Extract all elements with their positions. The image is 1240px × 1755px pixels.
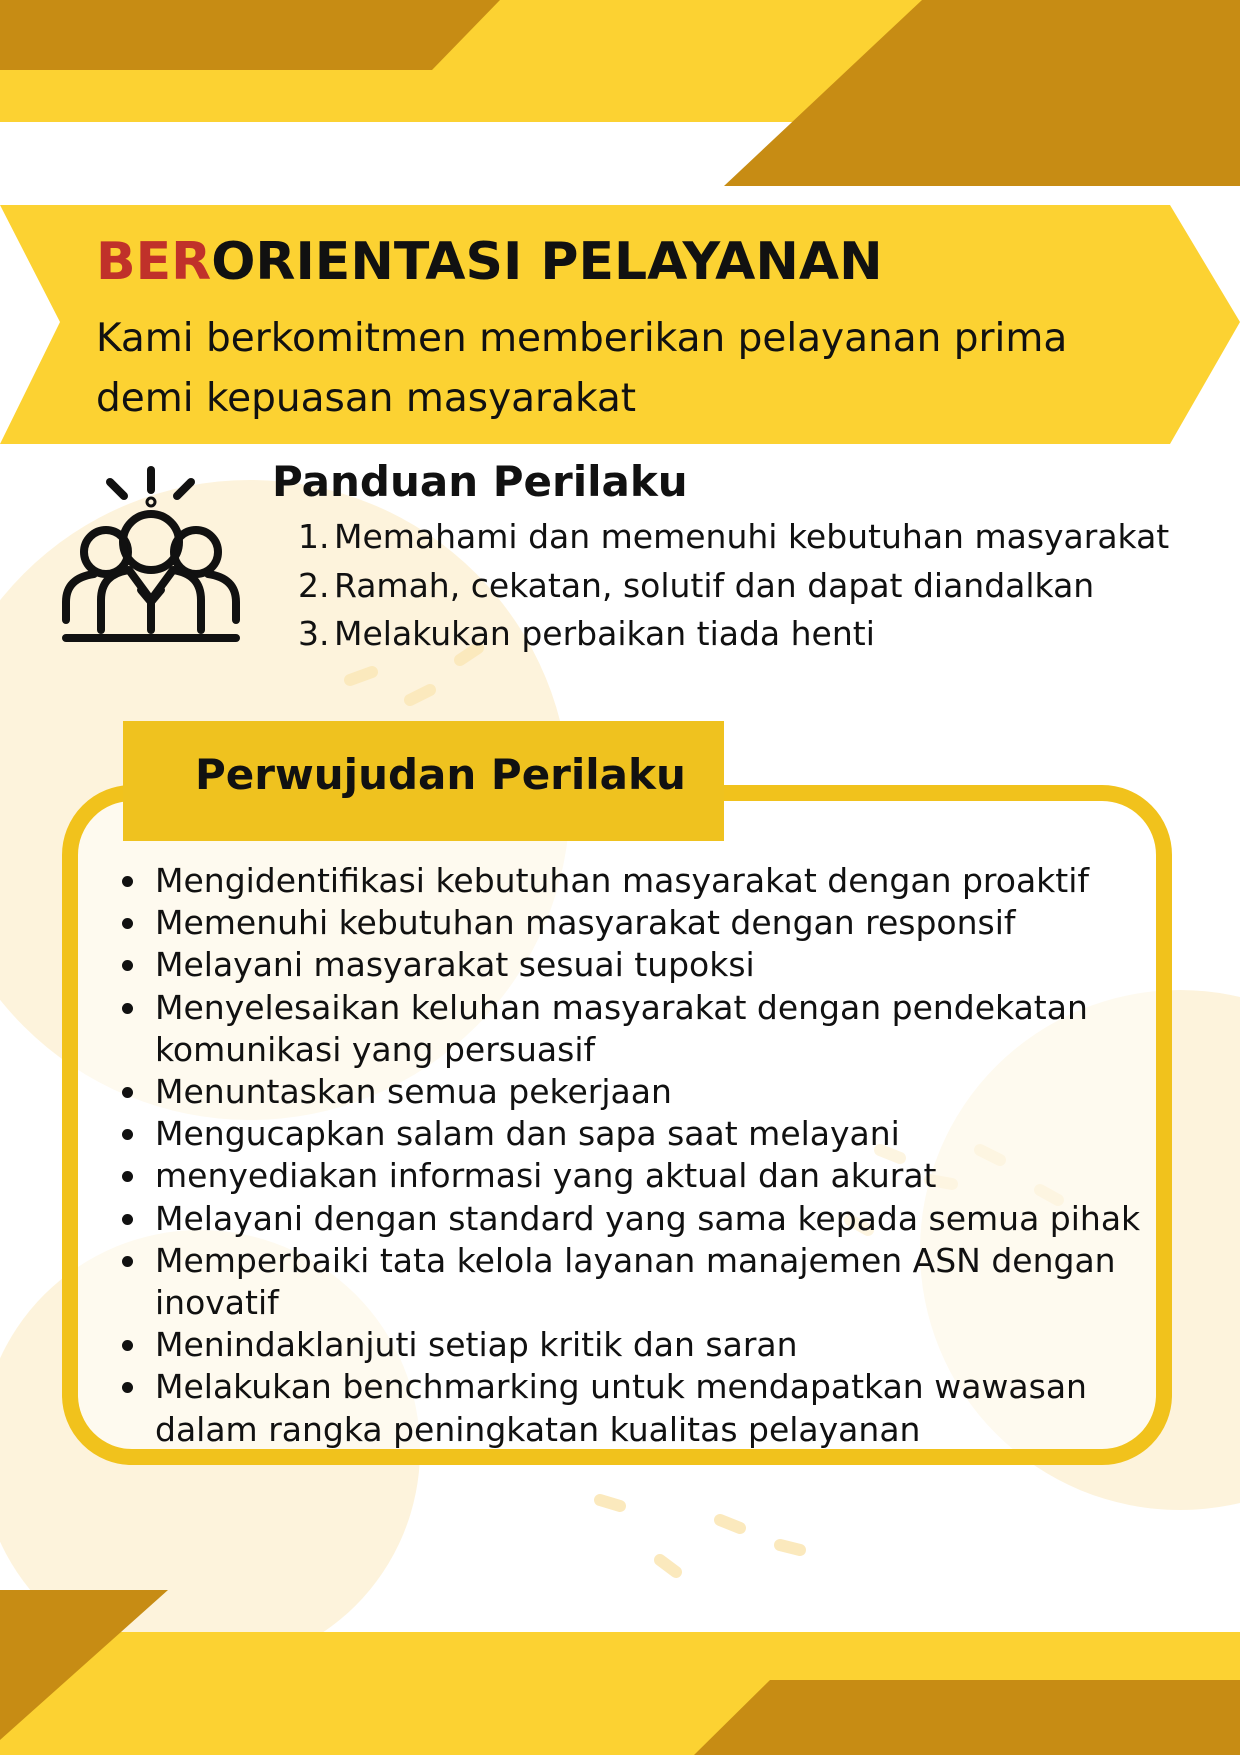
list-item: Menindaklanjuti setiap kritik dan saran (110, 1324, 1150, 1366)
list-item: Memperbaiki tata kelola layanan manajemen ASN dengan inovatif (110, 1240, 1150, 1324)
list-item: Mengidentifikasi kebutuhan masyarakat dengan proaktif (110, 860, 1150, 902)
list-item: Memenuhi kebutuhan masyarakat dengan responsif (110, 902, 1150, 944)
list-item: Melakukan benchmarking untuk mendapatkan wawasan dalam rangka peningkatan kualitas pelayanan (110, 1366, 1150, 1450)
list-item: menyediakan informasi yang aktual dan akurat (110, 1155, 1150, 1197)
implementation-list (110, 860, 1150, 1451)
people-group-alert-icon (56, 462, 246, 652)
page-title (96, 232, 883, 292)
list-item: Menyelesaikan keluhan masyarakat dengan pendekatan komunikasi yang persuasif (110, 987, 1150, 1071)
list-item: 1. Memahami dan memenuhi kebutuhan masyarakat (298, 517, 1170, 556)
title-rest: ORIENTASI PELAYANAN (211, 232, 883, 292)
list-item: 3. Melakukan perbaikan tiada henti (298, 614, 875, 653)
list-item: Melayani dengan standard yang sama kepada semua pihak (110, 1198, 1150, 1240)
implementation-title: Perwujudan Perilaku (195, 750, 686, 799)
top-left-gold-slant (0, 0, 500, 70)
list-item: Menuntaskan semua pekerjaan (110, 1071, 1150, 1113)
guide-title: Panduan Perilaku (272, 457, 688, 506)
title-accent: BER (96, 232, 212, 292)
guide-list (298, 513, 1169, 659)
bottom-right-gold-slant (694, 1680, 1240, 1755)
list-item: Melayani masyarakat sesuai tupoksi (110, 944, 1150, 986)
list-item: 2. Ramah, cekatan, solutif dan dapat diandalkan (298, 565, 1095, 605)
list-item: Mengucapkan salam dan sapa saat melayani (110, 1113, 1150, 1155)
page-subtitle: Kami berkomitmen memberikan pelayanan prima demi kepuasan masyarakat (96, 316, 1068, 421)
